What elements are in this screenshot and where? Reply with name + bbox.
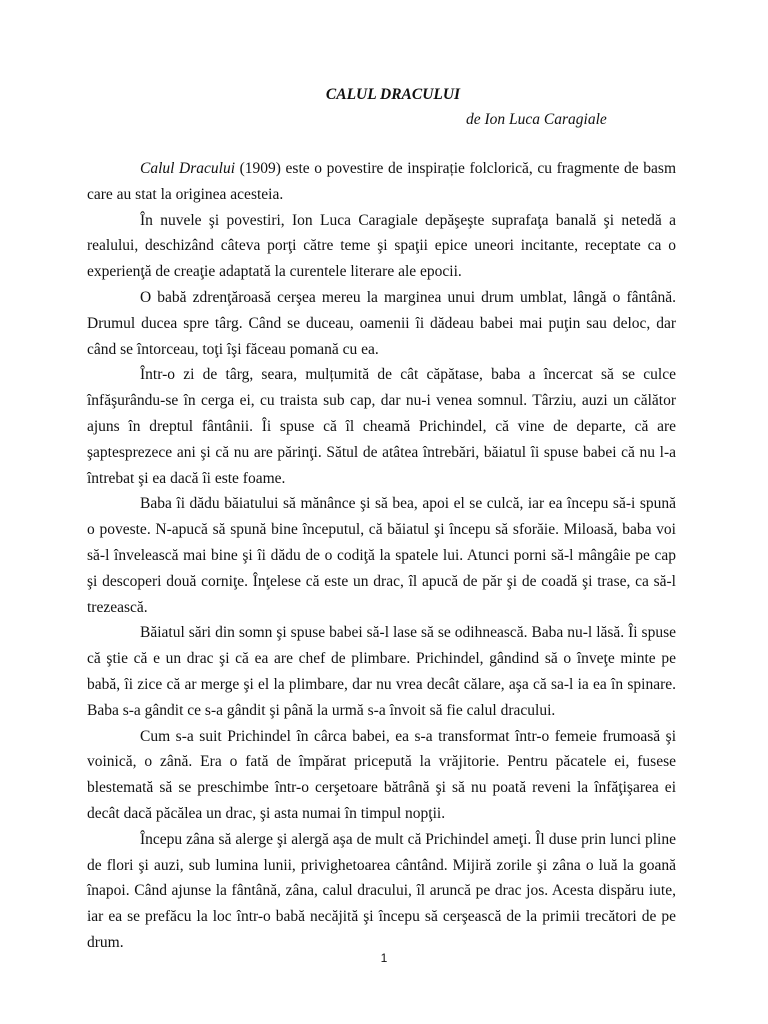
page-number: 1 bbox=[380, 951, 388, 965]
paragraph bbox=[87, 285, 676, 362]
paragraph-text: O babă zdrenţăroasă cerşea mereu la marginea unui drum umblat, lângă o fântână. Drumul ducea spre târg. Când se duceau, oamenii îi dădeau babei mai puţin sau deloc, dar când se întorceau, toţi îşi făceau pomană cu ea. bbox=[87, 288, 676, 358]
paragraph-text: Cum s-a suit Prichindel în cârca babei, ea s-a transformat într-o femeie frumoasă şi voinică, o zână. Era o fată de împărat pricepută la vrăjitorie. Pentru păcatele ei, fusese blestemată să se preschimbe într-o cerşetoare bătrână şi să nu poată reveni la înfăţişarea ei decât dacă păcălea un drac, şi asta numai în timpul nopţii. bbox=[87, 727, 676, 822]
paragraph bbox=[87, 156, 676, 208]
paragraph-lead-italic: Calul Dracului bbox=[140, 160, 236, 177]
paragraph bbox=[87, 362, 676, 491]
paragraph bbox=[87, 827, 676, 956]
paragraph bbox=[87, 724, 676, 827]
paragraph bbox=[87, 208, 676, 285]
document-body bbox=[87, 156, 676, 956]
document-author: de Ion Luca Caragiale bbox=[466, 111, 607, 128]
paragraph-text: Începu zâna să alerge şi alergă aşa de mult că Prichindel ameţi. Îl duse prin lunci pline de flori şi auzi, sub lumina lunii, privighetoarea cântând. Mijiră zorile şi zâna o luă la goană înapoi. Când ajunse la fântână, zâna, calul dracului, îl aruncă pe drac jos. Acesta dispăru iute, iar ea se prefăcu la loc într-o babă necăjită şi începu să cerşească de la primii trecători de pe drum. bbox=[87, 830, 676, 951]
paragraph-text: (1909) este o povestire de inspirație folclorică, cu fragmente de basm care au stat la originea acesteia. bbox=[87, 160, 677, 203]
paragraph-text: Baba îi dădu băiatului să mănânce şi să bea, apoi el se culcă, iar ea începu să-i spună o poveste. N-apucă să spună bine începutul, că băiatul şi începu să sforăie. Miloasă, baba voi să-l învelească mai bine şi îi dădu de o codiţă la spatele lui. Atunci porni să-l mângâie pe cap şi descoperi două corniţe. Înţelese că este un drac, îl apucă de păr şi de coadă şi trase, ca să-l trezească. bbox=[87, 495, 676, 616]
paragraph-text: Băiatul sări din somn şi spuse babei să-l lase să se odihnească. Baba nu-l lăsă. Îi spuse că ştie că e un drac şi că ea are chef de plimbare. Prichindel, gândind să o înveţe minte pe babă, îi zice că ar merge şi el la plimbare, dar nu vrea decât călare, aşa că sa-l ia ea în spinare. Baba s-a gândit ce s-a gândit şi până la urmă s-a învoit să fie calul dracului. bbox=[87, 624, 676, 719]
paragraph bbox=[87, 620, 676, 723]
paragraph-text: În nuvele şi povestiri, Ion Luca Caragiale depăşeşte suprafaţa banală şi netedă a realului, deschizând câteva porţi către teme şi spaţii epice uneori incitante, receptate ca o experienţă de creaţie adaptată la curentele literare ale epocii. bbox=[87, 211, 676, 281]
paragraph bbox=[87, 491, 676, 620]
paragraph-text: Într-o zi de târg, seara, mulțumită de cât căpătase, baba a încercat să se culce înfăşurându-se în cerga ei, cu traista sub cap, dar nu-i venea somnul. Târziu, auzi un călător ajuns în dreptul fântânii. Îi spuse că îl cheamă Prichindel, că vine de departe, că are şaptesprezece ani şi că nu are părinţi. Sătul de atâtea întrebări, băiatul îi spuse babei că nu l-a întrebat şi ea dacă îi este foame. bbox=[87, 366, 676, 487]
document-title: CALUL DRACULUI bbox=[325, 86, 461, 103]
